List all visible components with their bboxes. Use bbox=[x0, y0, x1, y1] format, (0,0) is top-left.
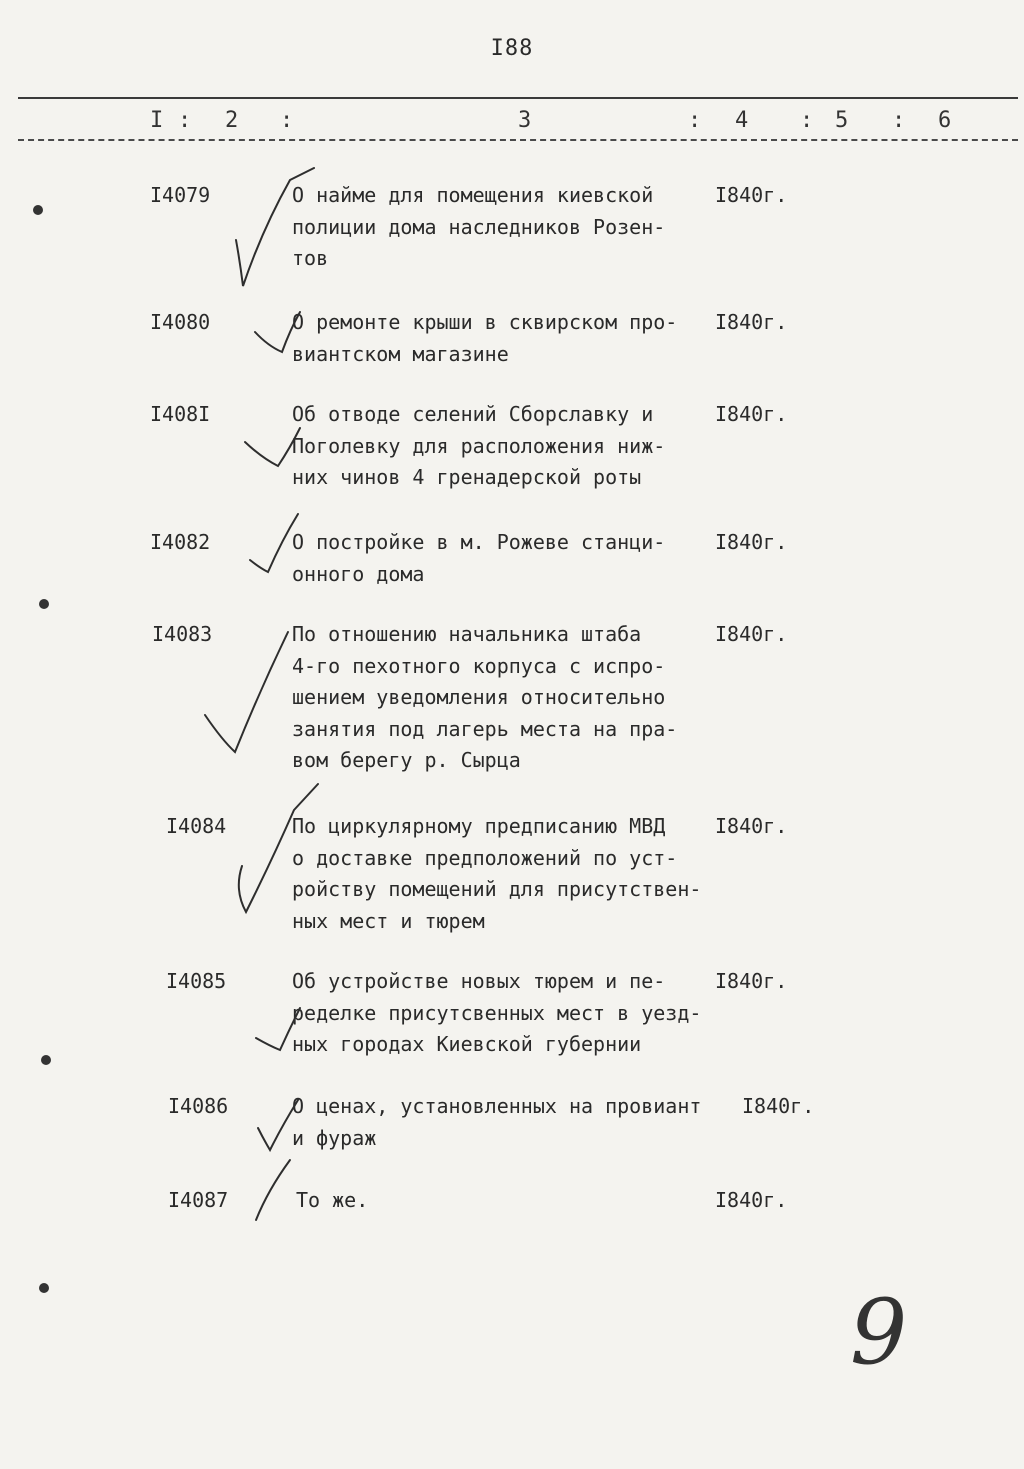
binding-hole bbox=[33, 205, 43, 215]
file-number: I4080 bbox=[150, 310, 211, 334]
column-separator: : bbox=[280, 108, 294, 133]
file-title: По отношению начальника штаба 4-го пехотного корпуса с испро- шением уведомления относительно занятия под лагерь места на пра- вом берегу р. Сырца bbox=[292, 622, 678, 772]
header-rule-bottom bbox=[18, 139, 1018, 141]
page-number: I88 bbox=[490, 36, 534, 61]
file-year: I840г. bbox=[715, 402, 788, 426]
column-header-1: I bbox=[150, 108, 164, 133]
file-title: То же. bbox=[296, 1188, 369, 1212]
file-year: I840г. bbox=[715, 814, 788, 838]
file-number: I4082 bbox=[150, 530, 211, 554]
column-header-2: 2 bbox=[225, 108, 239, 133]
column-header-5: 5 bbox=[835, 108, 849, 133]
header-rule-top bbox=[18, 97, 1018, 99]
file-year: I840г. bbox=[715, 183, 788, 207]
file-number: I4083 bbox=[152, 622, 213, 646]
binding-hole bbox=[39, 599, 49, 609]
file-number: I408I bbox=[150, 402, 211, 426]
file-title: О ценах, установленных на провиант и фураж bbox=[292, 1094, 702, 1150]
file-title: О постройке в м. Рожеве станци- онного дома bbox=[292, 530, 666, 586]
column-separator: : bbox=[688, 108, 702, 133]
column-separator: : bbox=[892, 108, 906, 133]
column-header-4: 4 bbox=[735, 108, 749, 133]
column-separator: : bbox=[800, 108, 814, 133]
column-header-6: 6 bbox=[938, 108, 952, 133]
file-title: О найме для помещения киевской полиции дома наследников Розен- тов bbox=[292, 183, 666, 270]
file-year: I840г. bbox=[742, 1094, 815, 1118]
file-number: I4086 bbox=[168, 1094, 229, 1118]
column-separator: : bbox=[178, 108, 192, 133]
file-title: О ремонте крыши в сквирском про- виантском магазине bbox=[292, 310, 678, 366]
file-number: I4079 bbox=[150, 183, 211, 207]
file-year: I840г. bbox=[715, 1188, 788, 1212]
file-title: Об отводе селений Сборславку и Поголевку для расположения ниж- них чинов 4 гренадерской роты bbox=[292, 402, 666, 489]
column-header-3: 3 bbox=[518, 108, 532, 133]
file-year: I840г. bbox=[715, 622, 788, 646]
file-year: I840г. bbox=[715, 530, 788, 554]
file-number: I4087 bbox=[168, 1188, 229, 1212]
binding-hole bbox=[41, 1055, 51, 1065]
file-title: По циркулярному предписанию МВД о доставке предположений по уст- ройству помещений для присутствен- ных мест и тюрем bbox=[292, 814, 702, 933]
file-year: I840г. bbox=[715, 310, 788, 334]
file-number: I4085 bbox=[166, 969, 227, 993]
binding-hole bbox=[39, 1283, 49, 1293]
file-year: I840г. bbox=[715, 969, 788, 993]
file-number: I4084 bbox=[166, 814, 227, 838]
handwritten-sheet-number: 9 bbox=[850, 1280, 908, 1385]
file-title: Об устройстве новых тюрем и пе- ределке присутсвенных мест в уезд- ных городах Киевской губернии bbox=[292, 969, 702, 1056]
